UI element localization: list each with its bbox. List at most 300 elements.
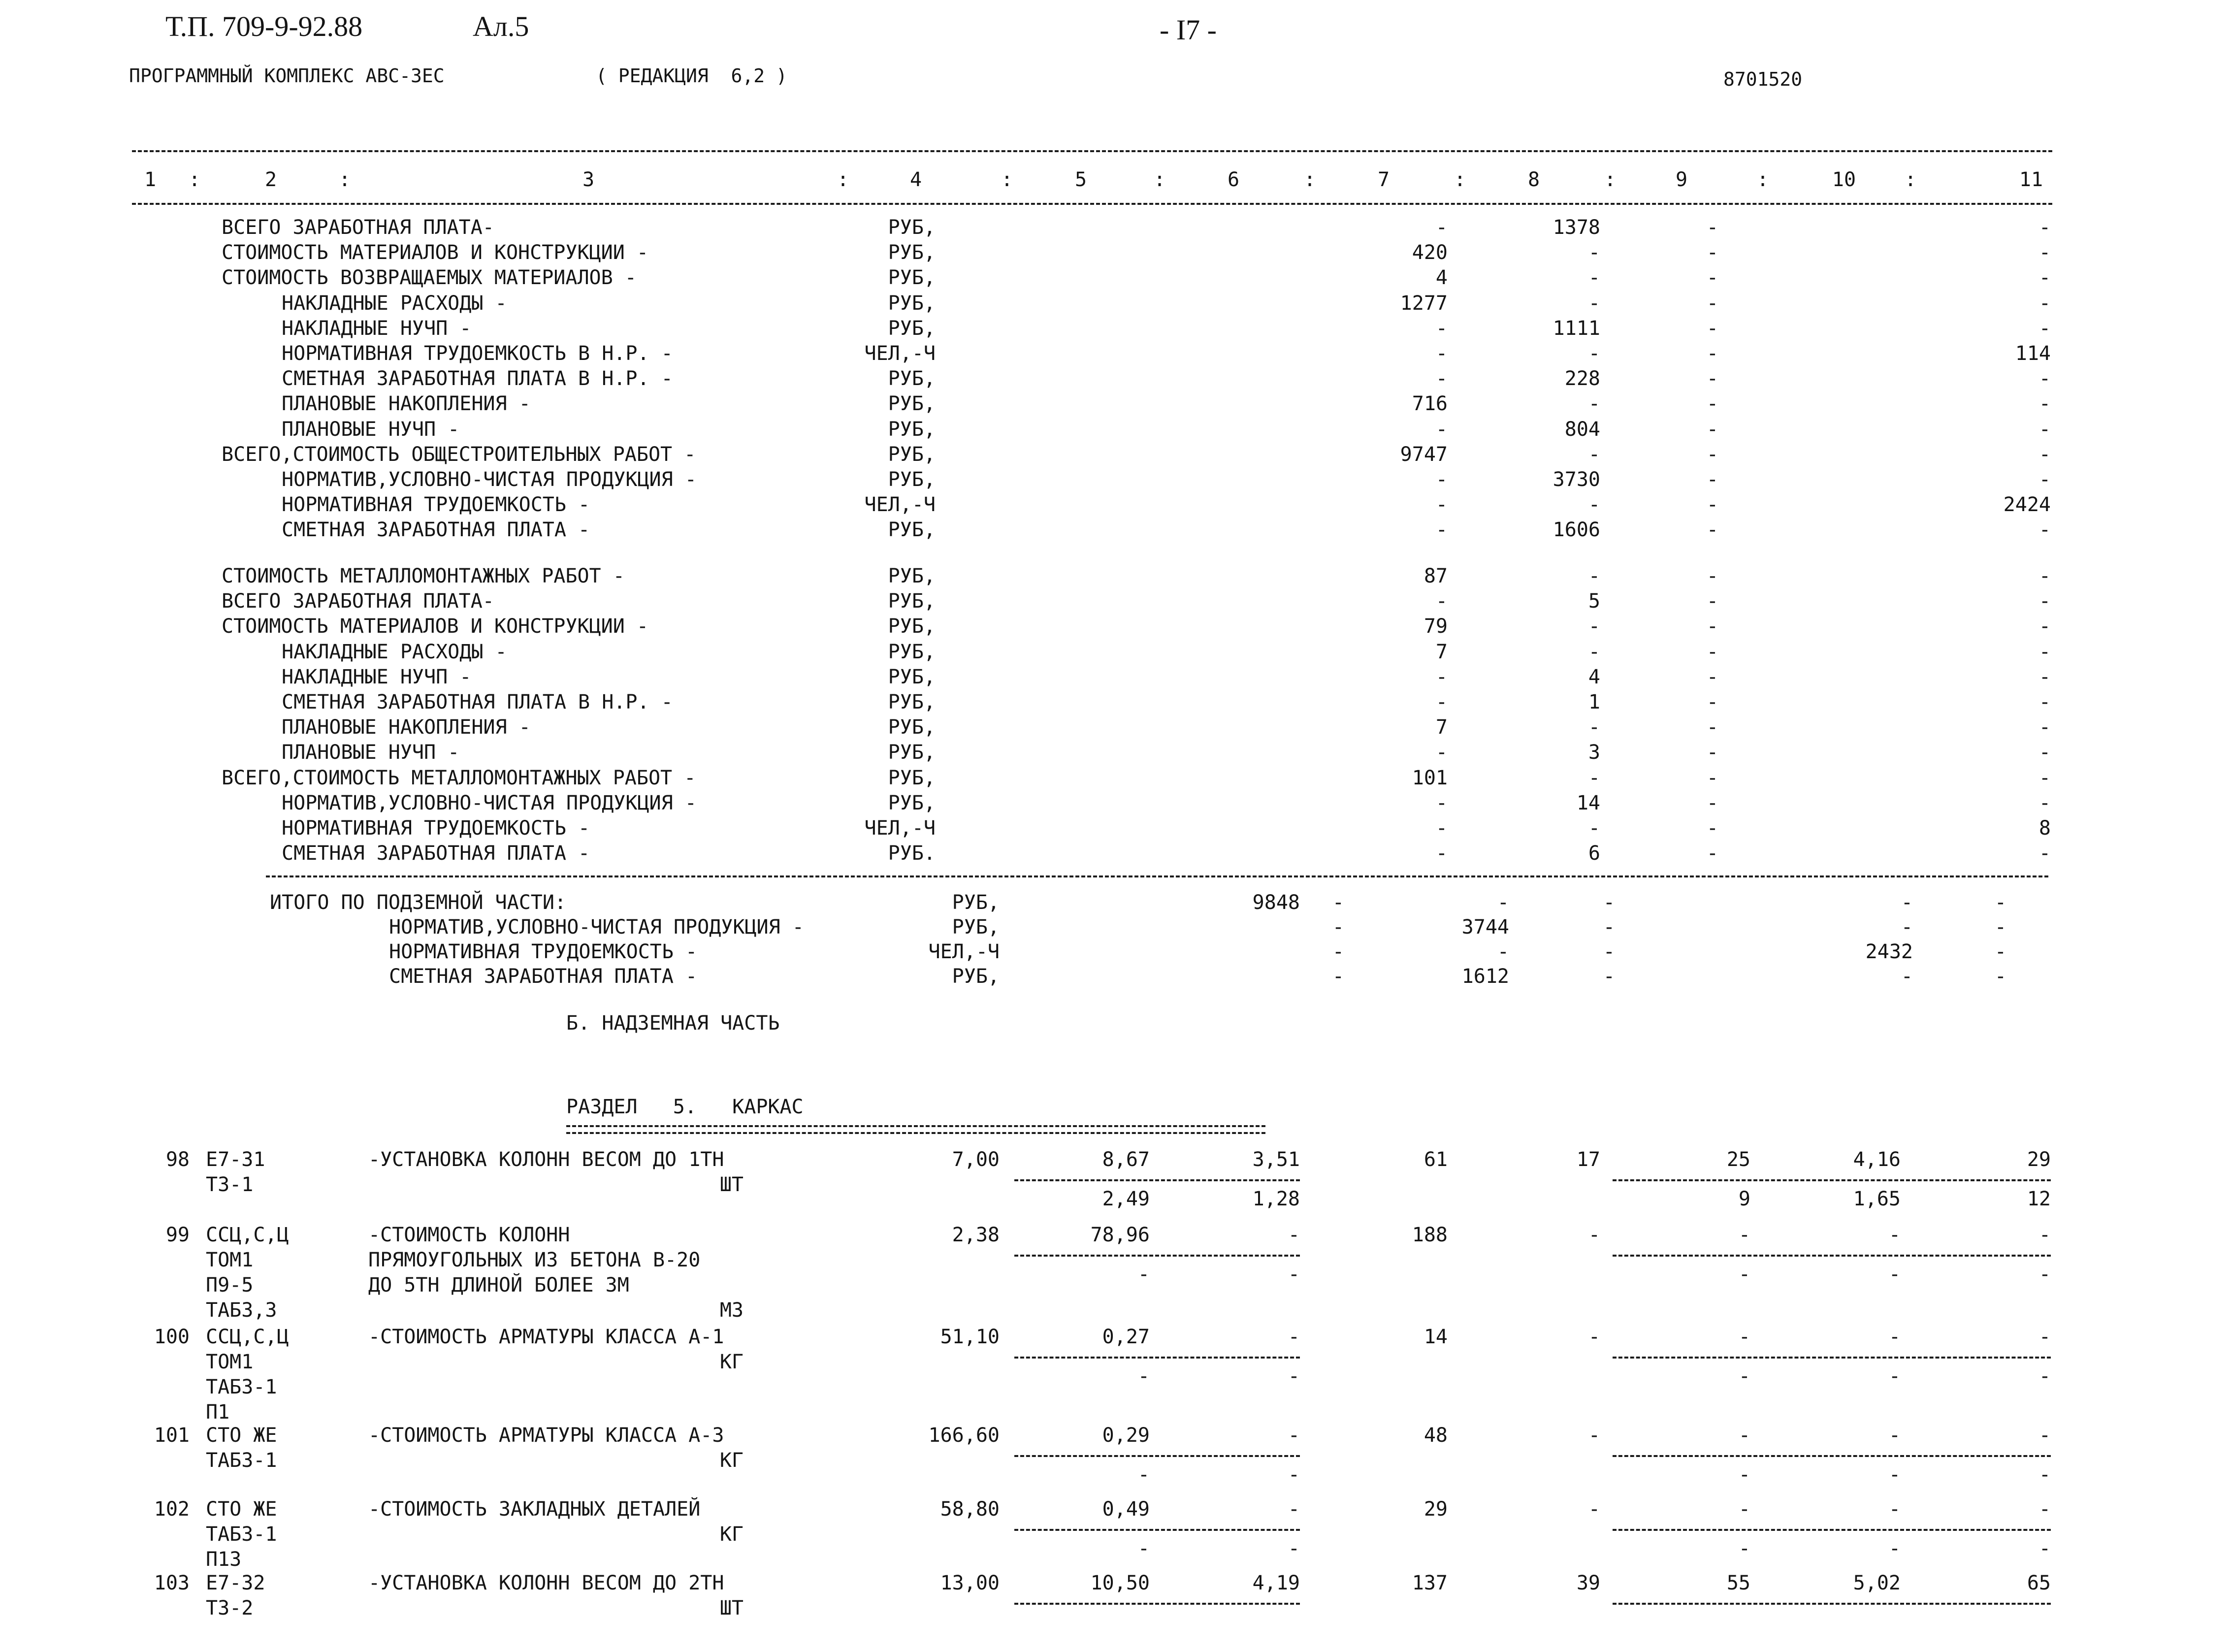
cell-col8: 6 (1588, 842, 1600, 865)
item-quantity: 2,38 (952, 1224, 1000, 1246)
item-total-col7: 14 (1423, 1326, 1448, 1348)
cell-col11: - (2038, 615, 2051, 638)
item-description: -СТОИМОСТЬ КОЛОНН (368, 1224, 570, 1246)
doc-code: Т.П. 709-9-92.88 (165, 10, 363, 42)
total-v6: - (1994, 891, 2006, 914)
cell-col7: - (1435, 665, 1448, 688)
item-sub-col6: 1,28 (1252, 1188, 1300, 1210)
item-underline-col5-6 (1014, 1529, 1300, 1531)
item-total-col10: - (1888, 1224, 1901, 1246)
section-title: РАЗДЕЛ 5. КАРКАС (566, 1096, 804, 1118)
page-number: - I7 - (1160, 14, 1217, 46)
cell-col8: 3 (1588, 741, 1600, 764)
cell-col8: 228 (1564, 367, 1600, 390)
item-sub-col6: - (1288, 1365, 1300, 1388)
item-total-col11: 65 (2027, 1572, 2051, 1594)
item-total-col7: 29 (1423, 1498, 1448, 1521)
item-sub-col11: - (2038, 1537, 2051, 1560)
row-label: СТОИМОСТЬ МАТЕРИАЛОВ И КОНСТРУКЦИИ - (222, 241, 648, 264)
item-unit: КГ (719, 1351, 744, 1373)
item-code: ТОМ1 (206, 1249, 254, 1271)
cell-col7: - (1435, 342, 1448, 365)
item-description: -СТОИМОСТЬ АРМАТУРЫ КЛАССА А-1 (368, 1326, 724, 1348)
section-title-underline (566, 1125, 1265, 1134)
cell-col9: - (1706, 241, 1718, 264)
row-label: НОРМАТИВНАЯ ТРУДОЕМКОСТЬ - (282, 817, 590, 840)
column-number: 8 (1527, 168, 1540, 191)
total-unit: РУБ, (952, 891, 1000, 914)
cell-col8: - (1588, 640, 1600, 663)
item-underline-col9-11 (1613, 1255, 2051, 1257)
row-label: СТОИМОСТЬ МЕТАЛЛОМОНТАЖНЫХ РАБОТ - (222, 565, 625, 587)
row-unit: РУБ, (888, 766, 936, 789)
item-code: СТО ЖЕ (206, 1498, 277, 1521)
item-description: -СТОИМОСТЬ АРМАТУРЫ КЛАССА А-3 (368, 1424, 724, 1447)
item-code: Т3-2 (206, 1597, 254, 1620)
item-number: 98 (165, 1148, 190, 1171)
software-title: ПРОГРАММНЫЙ КОМПЛЕКС АВС-3ЕС (129, 65, 445, 87)
total-v3: 3744 (1461, 916, 1509, 939)
edition-label: ( РЕДАКЦИЯ 6,2 ) (596, 65, 787, 87)
row-label: ВСЕГО ЗАРАБОТНАЯ ПЛАТА- (222, 590, 494, 613)
cell-col8: 5 (1588, 590, 1600, 613)
cell-col9: - (1706, 766, 1718, 789)
item-total-col9: - (1738, 1326, 1750, 1348)
total-v2: - (1332, 891, 1344, 914)
item-sub-col5: 2,49 (1102, 1188, 1150, 1210)
item-number: 101 (154, 1424, 190, 1447)
cell-col7: - (1435, 418, 1448, 441)
item-price-col6: 4,19 (1252, 1572, 1300, 1594)
item-sub-col9: - (1738, 1365, 1750, 1388)
cell-col7: 4 (1435, 266, 1448, 290)
item-total-col11: - (2038, 1424, 2051, 1447)
item-underline-col5-6 (1014, 1603, 1300, 1605)
cell-col11: - (2038, 766, 2051, 789)
item-quantity: 7,00 (952, 1148, 1000, 1171)
cell-col11: - (2038, 292, 2051, 315)
cell-col11: - (2038, 565, 2051, 587)
cell-col7: - (1435, 842, 1448, 865)
total-v6: - (1994, 940, 2006, 963)
item-description: -УСТАНОВКА КОЛОНН ВЕСОМ ДО 1ТН (368, 1148, 724, 1171)
item-price-col6: - (1288, 1424, 1300, 1447)
column-separator: : (837, 168, 849, 191)
cell-col7: - (1435, 590, 1448, 613)
item-total-col7: 48 (1423, 1424, 1448, 1447)
cell-col9: - (1706, 817, 1718, 840)
item-code: ТАБ3-1 (206, 1523, 277, 1546)
item-total-col7: 137 (1412, 1572, 1448, 1594)
row-unit: РУБ, (888, 741, 936, 764)
item-total-col8: 39 (1576, 1572, 1600, 1594)
total-v2: - (1332, 916, 1344, 939)
cell-col7: 7 (1435, 640, 1448, 663)
item-underline-col5-6 (1014, 1357, 1300, 1359)
row-label: СМЕТНАЯ ЗАРАБОТНАЯ ПЛАТА - (282, 518, 590, 542)
item-code: ТАБ3-1 (206, 1449, 277, 1472)
document-code: 8701520 (1723, 68, 1803, 90)
row-unit: РУБ, (888, 518, 936, 542)
column-separator: : (1303, 168, 1316, 191)
row-label: СМЕТНАЯ ЗАРАБОТНАЯ ПЛАТА В Н.Р. - (282, 691, 673, 713)
row-unit: РУБ, (888, 443, 936, 466)
item-sub-col10: - (1888, 1463, 1901, 1486)
column-separator: : (1153, 168, 1166, 191)
item-description: ДО 5ТН ДЛИНОЙ БОЛЕЕ 3М (368, 1274, 629, 1296)
item-price-col5: 78,96 (1090, 1224, 1150, 1246)
cell-col11: - (2038, 640, 2051, 663)
column-separator: : (1756, 168, 1769, 191)
item-code: П9-5 (206, 1274, 254, 1296)
cell-col8: 1111 (1553, 317, 1600, 340)
row-unit: РУБ, (888, 216, 936, 239)
cell-col8: - (1588, 443, 1600, 466)
cell-col11: - (2038, 367, 2051, 390)
cell-col11: 2424 (2003, 493, 2051, 517)
cell-col9: - (1706, 342, 1718, 365)
total-v4: - (1603, 965, 1615, 988)
row-label: СМЕТНАЯ ЗАРАБОТНАЯ ПЛАТА - (282, 842, 590, 865)
cell-col11: - (2038, 216, 2051, 239)
item-sub-col6: - (1288, 1263, 1300, 1286)
cell-col7: - (1435, 691, 1448, 713)
row-unit: РУБ, (888, 791, 936, 814)
item-code: ТАБ3,3 (206, 1299, 277, 1322)
row-unit: РУБ, (888, 292, 936, 315)
table-top-rule (132, 150, 2052, 152)
cell-col9: - (1706, 216, 1718, 239)
cell-col7: 101 (1412, 766, 1448, 789)
cell-col9: - (1706, 317, 1718, 340)
item-quantity: 51,10 (940, 1326, 1000, 1348)
column-number: 1 (144, 168, 157, 191)
column-number: 7 (1377, 168, 1390, 191)
row-label: ВСЕГО,СТОИМОСТЬ ОБЩЕСТРОИТЕЛЬНЫХ РАБОТ - (222, 443, 696, 466)
row-unit: РУБ, (888, 565, 936, 587)
row-label: ПЛАНОВЫЕ НУЧП - (282, 418, 460, 441)
item-total-col8: - (1588, 1424, 1600, 1447)
item-description: ПРЯМОУГОЛЬНЫХ ИЗ БЕТОНА В-20 (368, 1249, 701, 1271)
cell-col11: 114 (2015, 342, 2051, 365)
row-label: НОРМАТИВ,УСЛОВНО-ЧИСТАЯ ПРОДУКЦИЯ - (282, 468, 697, 491)
cell-col9: - (1706, 443, 1718, 466)
total-v5: 2432 (1865, 940, 1913, 963)
cell-col9: - (1706, 716, 1718, 739)
row-label: СТОИМОСТЬ МАТЕРИАЛОВ И КОНСТРУКЦИИ - (222, 615, 648, 638)
column-separator: : (1001, 168, 1013, 191)
cell-col7: - (1435, 468, 1448, 491)
row-label: НОРМАТИВНАЯ ТРУДОЕМКОСТЬ - (282, 493, 590, 517)
cell-col11: - (2038, 741, 2051, 764)
row-unit: РУБ, (888, 468, 936, 491)
total-label: НОРМАТИВНАЯ ТРУДОЕМКОСТЬ - (389, 940, 698, 963)
cell-col8: 4 (1588, 665, 1600, 688)
item-sub-col6: - (1288, 1463, 1300, 1486)
cell-col9: - (1706, 266, 1718, 290)
total-label: СМЕТНАЯ ЗАРАБОТНАЯ ПЛАТА - (389, 965, 698, 988)
item-total-col8: - (1588, 1326, 1600, 1348)
cell-col8: 3730 (1553, 468, 1600, 491)
item-total-col10: 4,16 (1853, 1148, 1901, 1171)
column-number: 6 (1227, 168, 1240, 191)
row-unit: РУБ. (888, 842, 936, 865)
cell-col7: 1277 (1400, 292, 1448, 315)
cell-col9: - (1706, 741, 1718, 764)
item-sub-col9: - (1738, 1463, 1750, 1486)
item-underline-col9-11 (1613, 1529, 2051, 1531)
column-number: 2 (264, 168, 277, 191)
cell-col9: - (1706, 665, 1718, 688)
cell-col7: 87 (1423, 565, 1448, 587)
total-label: НОРМАТИВ,УСЛОВНО-ЧИСТАЯ ПРОДУКЦИЯ - (389, 916, 804, 939)
item-underline-col9-11 (1613, 1455, 2051, 1457)
row-label: НОРМАТИВНАЯ ТРУДОЕМКОСТЬ В Н.Р. - (282, 342, 673, 365)
row-unit: РУБ, (888, 266, 936, 290)
total-v2: - (1332, 965, 1344, 988)
total-v6: - (1994, 916, 2006, 939)
cell-col11: - (2038, 518, 2051, 542)
cell-col11: - (2038, 665, 2051, 688)
item-sub-col11: - (2038, 1263, 2051, 1286)
item-sub-col9: - (1738, 1263, 1750, 1286)
row-label: ПЛАНОВЫЕ НАКОПЛЕНИЯ - (282, 392, 531, 416)
cell-col7: 716 (1412, 392, 1448, 416)
item-code: СТО ЖЕ (206, 1424, 277, 1447)
total-v4: - (1603, 916, 1615, 939)
item-total-col9: 25 (1726, 1148, 1750, 1171)
cell-col9: - (1706, 791, 1718, 814)
cell-col7: - (1435, 741, 1448, 764)
cell-col8: 1378 (1553, 216, 1600, 239)
item-number: 99 (165, 1224, 190, 1246)
row-label: ПЛАНОВЫЕ НУЧП - (282, 741, 460, 764)
cell-col9: - (1706, 615, 1718, 638)
cell-col9: - (1706, 468, 1718, 491)
item-sub-col10: - (1888, 1365, 1901, 1388)
item-price-col6: - (1288, 1498, 1300, 1521)
item-code: Т3-1 (206, 1173, 254, 1196)
total-unit: РУБ, (952, 965, 1000, 988)
row-label: НАКЛАДНЫЕ НУЧП - (282, 665, 472, 688)
item-underline-col9-11 (1613, 1357, 2051, 1359)
row-label: СТОИМОСТЬ ВОЗВРАЩАЕМЫХ МАТЕРИАЛОВ - (222, 266, 637, 290)
cell-col11: - (2038, 468, 2051, 491)
cell-col8: - (1588, 241, 1600, 264)
cell-col8: 1606 (1553, 518, 1600, 542)
cell-col11: - (2038, 418, 2051, 441)
item-total-col11: - (2038, 1326, 2051, 1348)
column-separator: : (1454, 168, 1466, 191)
row-unit: РУБ, (888, 716, 936, 739)
item-code: ССЦ,С,Ц (206, 1224, 289, 1246)
item-total-col10: - (1888, 1498, 1901, 1521)
cell-col9: - (1706, 418, 1718, 441)
column-number: 9 (1675, 168, 1688, 191)
cell-col8: 1 (1588, 691, 1600, 713)
cell-col8: - (1588, 493, 1600, 517)
cell-col11: - (2038, 791, 2051, 814)
item-total-col9: - (1738, 1224, 1750, 1246)
column-number: 10 (1832, 168, 1856, 191)
cell-col7: - (1435, 791, 1448, 814)
part-title: Б. НАДЗЕМНАЯ ЧАСТЬ (566, 1012, 780, 1035)
total-v1: 9848 (1252, 891, 1300, 914)
item-total-col10: - (1888, 1326, 1901, 1348)
cell-col7: - (1435, 817, 1448, 840)
item-price-col6: - (1288, 1326, 1300, 1348)
cell-col7: - (1435, 493, 1448, 517)
album-label: Ал.5 (473, 10, 529, 42)
cell-col7: 420 (1412, 241, 1448, 264)
cell-col8: - (1588, 392, 1600, 416)
row-label: НАКЛАДНЫЕ НУЧП - (282, 317, 472, 340)
cell-col9: - (1706, 691, 1718, 713)
item-number: 102 (154, 1498, 190, 1521)
item-price-col6: 3,51 (1252, 1148, 1300, 1171)
total-v4: - (1603, 891, 1615, 914)
row-unit: РУБ, (888, 691, 936, 713)
item-underline-col5-6 (1014, 1179, 1300, 1181)
cell-col8: - (1588, 716, 1600, 739)
row-label: ПЛАНОВЫЕ НАКОПЛЕНИЯ - (282, 716, 531, 739)
total-v5: - (1901, 891, 1913, 914)
row-unit: РУБ, (888, 665, 936, 688)
item-total-col8: - (1588, 1498, 1600, 1521)
item-description: -УСТАНОВКА КОЛОНН ВЕСОМ ДО 2ТН (368, 1572, 724, 1594)
item-underline-col9-11 (1613, 1179, 2051, 1181)
item-unit: КГ (719, 1449, 744, 1472)
item-quantity: 13,00 (940, 1572, 1000, 1594)
item-code: ССЦ,С,Ц (206, 1326, 289, 1348)
item-price-col5: 8,67 (1102, 1148, 1150, 1171)
cell-col9: - (1706, 392, 1718, 416)
item-sub-col5: - (1137, 1537, 1150, 1560)
item-sub-col11: 12 (2027, 1188, 2051, 1210)
row-unit: ЧЕЛ,-Ч (864, 493, 936, 517)
row-label: НАКЛАДНЫЕ РАСХОДЫ - (282, 292, 507, 315)
cell-col11: - (2038, 392, 2051, 416)
cell-col11: - (2038, 443, 2051, 466)
total-unit: ЧЕЛ,-Ч (928, 940, 1000, 963)
item-sub-col10: - (1888, 1263, 1901, 1286)
item-unit: ШТ (719, 1173, 744, 1196)
cell-col8: - (1588, 266, 1600, 290)
item-sub-col6: - (1288, 1537, 1300, 1560)
item-total-col11: 29 (2027, 1148, 2051, 1171)
column-separator: : (1604, 168, 1617, 191)
cell-col8: 14 (1576, 791, 1600, 814)
row-unit: РУБ, (888, 317, 936, 340)
item-total-col7: 61 (1423, 1148, 1448, 1171)
cell-col9: - (1706, 493, 1718, 517)
item-sub-col10: - (1888, 1537, 1901, 1560)
item-unit: КГ (719, 1523, 744, 1546)
row-label: НАКЛАДНЫЕ РАСХОДЫ - (282, 640, 507, 663)
item-price-col5: 0,27 (1102, 1326, 1150, 1348)
row-unit: РУБ, (888, 418, 936, 441)
item-sub-col9: - (1738, 1537, 1750, 1560)
item-sub-col9: 9 (1738, 1188, 1750, 1210)
item-code: П1 (206, 1401, 230, 1424)
column-separator: : (188, 168, 201, 191)
cell-col11: - (2038, 716, 2051, 739)
table-header-rule (132, 203, 2052, 205)
item-quantity: 58,80 (940, 1498, 1000, 1521)
cell-col9: - (1706, 367, 1718, 390)
item-total-col11: - (2038, 1224, 2051, 1246)
item-code: ТОМ1 (206, 1351, 254, 1373)
item-code: П13 (206, 1548, 242, 1571)
item-code: ТАБ3-1 (206, 1376, 277, 1398)
cell-col8: - (1588, 292, 1600, 315)
item-unit: М3 (719, 1299, 744, 1322)
item-underline-col5-6 (1014, 1255, 1300, 1257)
item-total-col9: 55 (1726, 1572, 1750, 1594)
row-unit: РУБ, (888, 640, 936, 663)
item-total-col11: - (2038, 1498, 2051, 1521)
total-v3: - (1497, 891, 1509, 914)
item-underline-col5-6 (1014, 1455, 1300, 1457)
total-v5: - (1901, 916, 1913, 939)
total-v3: 1612 (1461, 965, 1509, 988)
row-unit: РУБ, (888, 590, 936, 613)
column-number: 5 (1074, 168, 1087, 191)
cell-col11: - (2038, 266, 2051, 290)
row-unit: РУБ, (888, 392, 936, 416)
item-total-col9: - (1738, 1498, 1750, 1521)
cell-col11: - (2038, 691, 2051, 713)
column-separator: : (338, 168, 351, 191)
item-total-col8: 17 (1576, 1148, 1600, 1171)
cell-col7: - (1435, 216, 1448, 239)
cell-col9: - (1706, 590, 1718, 613)
item-sub-col11: - (2038, 1365, 2051, 1388)
row-unit: ЧЕЛ,-Ч (864, 342, 936, 365)
cell-col11: - (2038, 590, 2051, 613)
item-underline-col9-11 (1613, 1603, 2051, 1605)
cell-col9: - (1706, 842, 1718, 865)
cell-col11: - (2038, 241, 2051, 264)
cell-col7: 9747 (1400, 443, 1448, 466)
column-separator: : (1904, 168, 1917, 191)
row-unit: РУБ, (888, 241, 936, 264)
item-total-col8: - (1588, 1224, 1600, 1246)
row-label: ВСЕГО ЗАРАБОТНАЯ ПЛАТА- (222, 216, 494, 239)
item-quantity: 166,60 (928, 1424, 1000, 1447)
cell-col8: - (1588, 342, 1600, 365)
subtotal-rule (266, 875, 2048, 877)
item-code: Е7-31 (206, 1148, 265, 1171)
item-total-col10: 5,02 (1853, 1572, 1901, 1594)
item-price-col5: 0,49 (1102, 1498, 1150, 1521)
cell-col9: - (1706, 565, 1718, 587)
cell-col8: - (1588, 565, 1600, 587)
item-price-col5: 0,29 (1102, 1424, 1150, 1447)
item-total-col10: - (1888, 1424, 1901, 1447)
row-unit: ЧЕЛ,-Ч (864, 817, 936, 840)
cell-col8: - (1588, 615, 1600, 638)
item-unit: ШТ (719, 1597, 744, 1620)
item-sub-col5: - (1137, 1263, 1150, 1286)
cell-col11: 8 (2038, 817, 2051, 840)
column-number: 11 (2019, 168, 2043, 191)
row-label: СМЕТНАЯ ЗАРАБОТНАЯ ПЛАТА В Н.Р. - (282, 367, 673, 390)
column-number: 4 (909, 168, 922, 191)
item-sub-col5: - (1137, 1463, 1150, 1486)
total-v6: - (1994, 965, 2006, 988)
row-label: НОРМАТИВ,УСЛОВНО-ЧИСТАЯ ПРОДУКЦИЯ - (282, 791, 697, 814)
